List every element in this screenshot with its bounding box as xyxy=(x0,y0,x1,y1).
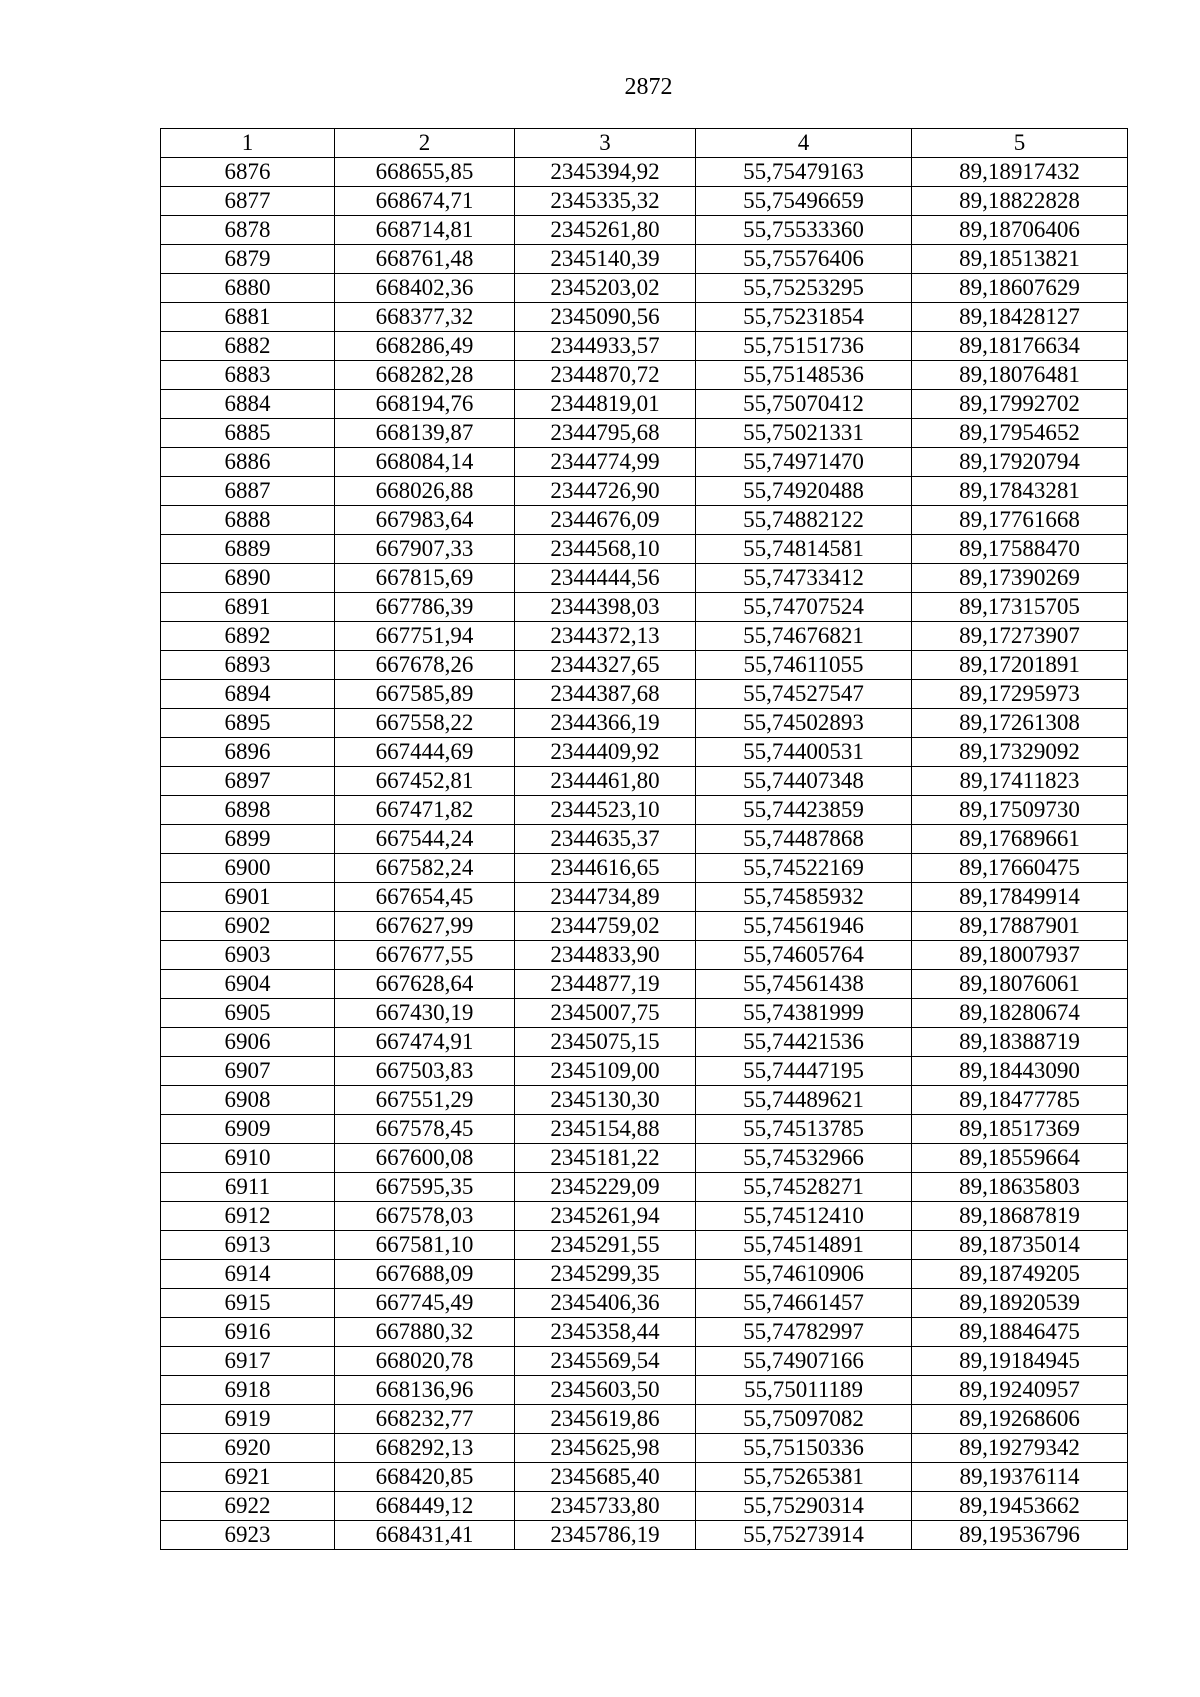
point-number-cell: 6917 xyxy=(161,1347,335,1376)
point-number-cell: 6893 xyxy=(161,651,335,680)
point-number-cell: 6910 xyxy=(161,1144,335,1173)
y-coordinate-cell: 2345786,19 xyxy=(515,1521,696,1550)
x-coordinate-cell: 667578,45 xyxy=(335,1115,515,1144)
table-row xyxy=(161,680,1128,709)
y-coordinate-cell: 2344616,65 xyxy=(515,854,696,883)
x-coordinate-cell: 667677,55 xyxy=(335,941,515,970)
table-row xyxy=(161,1521,1128,1550)
longitude-cell: 89,18517369 xyxy=(912,1115,1128,1144)
x-coordinate-cell: 668761,48 xyxy=(335,245,515,274)
point-number-cell: 6894 xyxy=(161,680,335,709)
y-coordinate-cell: 2344759,02 xyxy=(515,912,696,941)
table-row xyxy=(161,1289,1128,1318)
y-coordinate-cell: 2344833,90 xyxy=(515,941,696,970)
y-coordinate-cell: 2345299,35 xyxy=(515,1260,696,1289)
latitude-cell: 55,74513785 xyxy=(696,1115,912,1144)
table-row xyxy=(161,1347,1128,1376)
latitude-cell: 55,74814581 xyxy=(696,535,912,564)
longitude-cell: 89,17660475 xyxy=(912,854,1128,883)
x-coordinate-cell: 667745,49 xyxy=(335,1289,515,1318)
table-row xyxy=(161,535,1128,564)
y-coordinate-cell: 2344734,89 xyxy=(515,883,696,912)
table-row xyxy=(161,1057,1128,1086)
longitude-cell: 89,19536796 xyxy=(912,1521,1128,1550)
point-number-cell: 6906 xyxy=(161,1028,335,1057)
point-number-cell: 6897 xyxy=(161,767,335,796)
longitude-cell: 89,18477785 xyxy=(912,1086,1128,1115)
x-coordinate-cell: 667430,19 xyxy=(335,999,515,1028)
latitude-cell: 55,74487868 xyxy=(696,825,912,854)
longitude-cell: 89,18559664 xyxy=(912,1144,1128,1173)
point-number-cell: 6908 xyxy=(161,1086,335,1115)
table-row xyxy=(161,303,1128,332)
table-row xyxy=(161,1086,1128,1115)
latitude-cell: 55,75231854 xyxy=(696,303,912,332)
table-row xyxy=(161,738,1128,767)
x-coordinate-cell: 668449,12 xyxy=(335,1492,515,1521)
point-number-cell: 6900 xyxy=(161,854,335,883)
longitude-cell: 89,18176634 xyxy=(912,332,1128,361)
latitude-cell: 55,75151736 xyxy=(696,332,912,361)
table-row xyxy=(161,970,1128,999)
y-coordinate-cell: 2344877,19 xyxy=(515,970,696,999)
longitude-cell: 89,17954652 xyxy=(912,419,1128,448)
latitude-cell: 55,75290314 xyxy=(696,1492,912,1521)
longitude-cell: 89,17849914 xyxy=(912,883,1128,912)
table-row xyxy=(161,245,1128,274)
longitude-cell: 89,18428127 xyxy=(912,303,1128,332)
latitude-cell: 55,74882122 xyxy=(696,506,912,535)
longitude-cell: 89,19279342 xyxy=(912,1434,1128,1463)
table-row xyxy=(161,564,1128,593)
table-row xyxy=(161,1202,1128,1231)
page-number: 2872 xyxy=(624,74,673,100)
y-coordinate-cell: 2345130,30 xyxy=(515,1086,696,1115)
x-coordinate-cell: 667582,24 xyxy=(335,854,515,883)
longitude-cell: 89,18443090 xyxy=(912,1057,1128,1086)
x-coordinate-cell: 667474,91 xyxy=(335,1028,515,1057)
y-coordinate-cell: 2345358,44 xyxy=(515,1318,696,1347)
y-coordinate-cell: 2344387,68 xyxy=(515,680,696,709)
x-coordinate-cell: 667444,69 xyxy=(335,738,515,767)
longitude-cell: 89,18687819 xyxy=(912,1202,1128,1231)
y-coordinate-cell: 2344366,19 xyxy=(515,709,696,738)
table-row xyxy=(161,158,1128,187)
x-coordinate-cell: 668286,49 xyxy=(335,332,515,361)
table-row xyxy=(161,1231,1128,1260)
table-row xyxy=(161,593,1128,622)
x-coordinate-cell: 668026,88 xyxy=(335,477,515,506)
table-body xyxy=(161,158,1128,1550)
longitude-cell: 89,18920539 xyxy=(912,1289,1128,1318)
longitude-cell: 89,17273907 xyxy=(912,622,1128,651)
longitude-cell: 89,19268606 xyxy=(912,1405,1128,1434)
y-coordinate-cell: 2345619,86 xyxy=(515,1405,696,1434)
table-row xyxy=(161,1260,1128,1289)
longitude-cell: 89,18846475 xyxy=(912,1318,1128,1347)
y-coordinate-cell: 2345261,94 xyxy=(515,1202,696,1231)
y-coordinate-cell: 2344676,09 xyxy=(515,506,696,535)
header-row xyxy=(161,129,1128,158)
x-coordinate-cell: 667628,64 xyxy=(335,970,515,999)
point-number-cell: 6892 xyxy=(161,622,335,651)
point-number-cell: 6905 xyxy=(161,999,335,1028)
table-row xyxy=(161,1376,1128,1405)
column-header-2: 2 xyxy=(335,129,515,158)
latitude-cell: 55,75148536 xyxy=(696,361,912,390)
latitude-cell: 55,75533360 xyxy=(696,216,912,245)
table-row xyxy=(161,332,1128,361)
point-number-cell: 6887 xyxy=(161,477,335,506)
latitude-cell: 55,75479163 xyxy=(696,158,912,187)
longitude-cell: 89,18917432 xyxy=(912,158,1128,187)
point-number-cell: 6898 xyxy=(161,796,335,825)
point-number-cell: 6895 xyxy=(161,709,335,738)
longitude-cell: 89,18706406 xyxy=(912,216,1128,245)
x-coordinate-cell: 668232,77 xyxy=(335,1405,515,1434)
table-row xyxy=(161,854,1128,883)
y-coordinate-cell: 2344461,80 xyxy=(515,767,696,796)
y-coordinate-cell: 2344819,01 xyxy=(515,390,696,419)
latitude-cell: 55,74561946 xyxy=(696,912,912,941)
x-coordinate-cell: 667880,32 xyxy=(335,1318,515,1347)
latitude-cell: 55,75070412 xyxy=(696,390,912,419)
x-coordinate-cell: 667544,24 xyxy=(335,825,515,854)
latitude-cell: 55,74532966 xyxy=(696,1144,912,1173)
x-coordinate-cell: 667503,83 xyxy=(335,1057,515,1086)
point-number-cell: 6878 xyxy=(161,216,335,245)
x-coordinate-cell: 667678,26 xyxy=(335,651,515,680)
point-number-cell: 6877 xyxy=(161,187,335,216)
x-coordinate-cell: 667627,99 xyxy=(335,912,515,941)
y-coordinate-cell: 2345335,32 xyxy=(515,187,696,216)
table-row xyxy=(161,1173,1128,1202)
y-coordinate-cell: 2345181,22 xyxy=(515,1144,696,1173)
longitude-cell: 89,19376114 xyxy=(912,1463,1128,1492)
point-number-cell: 6890 xyxy=(161,564,335,593)
point-number-cell: 6876 xyxy=(161,158,335,187)
latitude-cell: 55,74611055 xyxy=(696,651,912,680)
table-row xyxy=(161,651,1128,680)
y-coordinate-cell: 2345394,92 xyxy=(515,158,696,187)
y-coordinate-cell: 2344933,57 xyxy=(515,332,696,361)
y-coordinate-cell: 2345140,39 xyxy=(515,245,696,274)
point-number-cell: 6920 xyxy=(161,1434,335,1463)
point-number-cell: 6880 xyxy=(161,274,335,303)
x-coordinate-cell: 667471,82 xyxy=(335,796,515,825)
longitude-cell: 89,18076061 xyxy=(912,970,1128,999)
latitude-cell: 55,74920488 xyxy=(696,477,912,506)
y-coordinate-cell: 2345229,09 xyxy=(515,1173,696,1202)
point-number-cell: 6883 xyxy=(161,361,335,390)
longitude-cell: 89,18822828 xyxy=(912,187,1128,216)
latitude-cell: 55,74502893 xyxy=(696,709,912,738)
x-coordinate-cell: 668194,76 xyxy=(335,390,515,419)
longitude-cell: 89,18749205 xyxy=(912,1260,1128,1289)
x-coordinate-cell: 668655,85 xyxy=(335,158,515,187)
table-row xyxy=(161,1492,1128,1521)
longitude-cell: 89,17201891 xyxy=(912,651,1128,680)
latitude-cell: 55,74907166 xyxy=(696,1347,912,1376)
point-number-cell: 6911 xyxy=(161,1173,335,1202)
table-row xyxy=(161,274,1128,303)
longitude-cell: 89,19240957 xyxy=(912,1376,1128,1405)
table-row xyxy=(161,999,1128,1028)
x-coordinate-cell: 668292,13 xyxy=(335,1434,515,1463)
table-header xyxy=(161,129,1128,158)
y-coordinate-cell: 2345154,88 xyxy=(515,1115,696,1144)
y-coordinate-cell: 2345569,54 xyxy=(515,1347,696,1376)
table-row xyxy=(161,1463,1128,1492)
y-coordinate-cell: 2345733,80 xyxy=(515,1492,696,1521)
column-header-3: 3 xyxy=(515,129,696,158)
longitude-cell: 89,17295973 xyxy=(912,680,1128,709)
y-coordinate-cell: 2344409,92 xyxy=(515,738,696,767)
column-header-5: 5 xyxy=(912,129,1128,158)
x-coordinate-cell: 668282,28 xyxy=(335,361,515,390)
table-row xyxy=(161,390,1128,419)
point-number-cell: 6882 xyxy=(161,332,335,361)
longitude-cell: 89,17390269 xyxy=(912,564,1128,593)
table-row xyxy=(161,506,1128,535)
point-number-cell: 6915 xyxy=(161,1289,335,1318)
x-coordinate-cell: 667815,69 xyxy=(335,564,515,593)
latitude-cell: 55,74407348 xyxy=(696,767,912,796)
x-coordinate-cell: 668420,85 xyxy=(335,1463,515,1492)
point-number-cell: 6907 xyxy=(161,1057,335,1086)
latitude-cell: 55,74971470 xyxy=(696,448,912,477)
point-number-cell: 6913 xyxy=(161,1231,335,1260)
y-coordinate-cell: 2344444,56 xyxy=(515,564,696,593)
longitude-cell: 89,18513821 xyxy=(912,245,1128,274)
longitude-cell: 89,18007937 xyxy=(912,941,1128,970)
latitude-cell: 55,74447195 xyxy=(696,1057,912,1086)
point-number-cell: 6918 xyxy=(161,1376,335,1405)
point-number-cell: 6881 xyxy=(161,303,335,332)
point-number-cell: 6884 xyxy=(161,390,335,419)
table-row xyxy=(161,825,1128,854)
y-coordinate-cell: 2345261,80 xyxy=(515,216,696,245)
y-coordinate-cell: 2344726,90 xyxy=(515,477,696,506)
latitude-cell: 55,74400531 xyxy=(696,738,912,767)
latitude-cell: 55,74528271 xyxy=(696,1173,912,1202)
point-number-cell: 6896 xyxy=(161,738,335,767)
point-number-cell: 6901 xyxy=(161,883,335,912)
point-number-cell: 6914 xyxy=(161,1260,335,1289)
y-coordinate-cell: 2345625,98 xyxy=(515,1434,696,1463)
table-row xyxy=(161,1434,1128,1463)
latitude-cell: 55,75150336 xyxy=(696,1434,912,1463)
table-row xyxy=(161,709,1128,738)
latitude-cell: 55,75253295 xyxy=(696,274,912,303)
latitude-cell: 55,74514891 xyxy=(696,1231,912,1260)
longitude-cell: 89,17588470 xyxy=(912,535,1128,564)
coordinates-table xyxy=(160,128,1128,1550)
point-number-cell: 6904 xyxy=(161,970,335,999)
table-row xyxy=(161,187,1128,216)
latitude-cell: 55,74522169 xyxy=(696,854,912,883)
latitude-cell: 55,74512410 xyxy=(696,1202,912,1231)
y-coordinate-cell: 2344372,13 xyxy=(515,622,696,651)
table-row xyxy=(161,1028,1128,1057)
longitude-cell: 89,17315705 xyxy=(912,593,1128,622)
x-coordinate-cell: 667688,09 xyxy=(335,1260,515,1289)
point-number-cell: 6919 xyxy=(161,1405,335,1434)
latitude-cell: 55,74381999 xyxy=(696,999,912,1028)
table-row xyxy=(161,419,1128,448)
table-row xyxy=(161,216,1128,245)
x-coordinate-cell: 668084,14 xyxy=(335,448,515,477)
x-coordinate-cell: 668431,41 xyxy=(335,1521,515,1550)
longitude-cell: 89,18280674 xyxy=(912,999,1128,1028)
point-number-cell: 6912 xyxy=(161,1202,335,1231)
x-coordinate-cell: 667581,10 xyxy=(335,1231,515,1260)
x-coordinate-cell: 667751,94 xyxy=(335,622,515,651)
longitude-cell: 89,18388719 xyxy=(912,1028,1128,1057)
longitude-cell: 89,18635803 xyxy=(912,1173,1128,1202)
longitude-cell: 89,17261308 xyxy=(912,709,1128,738)
point-number-cell: 6921 xyxy=(161,1463,335,1492)
latitude-cell: 55,74661457 xyxy=(696,1289,912,1318)
longitude-cell: 89,17411823 xyxy=(912,767,1128,796)
latitude-cell: 55,75576406 xyxy=(696,245,912,274)
y-coordinate-cell: 2344870,72 xyxy=(515,361,696,390)
x-coordinate-cell: 667786,39 xyxy=(335,593,515,622)
x-coordinate-cell: 667595,35 xyxy=(335,1173,515,1202)
y-coordinate-cell: 2345685,40 xyxy=(515,1463,696,1492)
x-coordinate-cell: 667585,89 xyxy=(335,680,515,709)
x-coordinate-cell: 668136,96 xyxy=(335,1376,515,1405)
latitude-cell: 55,74489621 xyxy=(696,1086,912,1115)
longitude-cell: 89,17509730 xyxy=(912,796,1128,825)
latitude-cell: 55,74421536 xyxy=(696,1028,912,1057)
latitude-cell: 55,74585932 xyxy=(696,883,912,912)
y-coordinate-cell: 2344523,10 xyxy=(515,796,696,825)
table-row xyxy=(161,1144,1128,1173)
y-coordinate-cell: 2345291,55 xyxy=(515,1231,696,1260)
longitude-cell: 89,17843281 xyxy=(912,477,1128,506)
table-row xyxy=(161,767,1128,796)
point-number-cell: 6879 xyxy=(161,245,335,274)
latitude-cell: 55,74605764 xyxy=(696,941,912,970)
longitude-cell: 89,19453662 xyxy=(912,1492,1128,1521)
longitude-cell: 89,18076481 xyxy=(912,361,1128,390)
x-coordinate-cell: 667600,08 xyxy=(335,1144,515,1173)
longitude-cell: 89,17887901 xyxy=(912,912,1128,941)
longitude-cell: 89,19184945 xyxy=(912,1347,1128,1376)
y-coordinate-cell: 2345090,56 xyxy=(515,303,696,332)
latitude-cell: 55,74676821 xyxy=(696,622,912,651)
y-coordinate-cell: 2345603,50 xyxy=(515,1376,696,1405)
longitude-cell: 89,17992702 xyxy=(912,390,1128,419)
y-coordinate-cell: 2344635,37 xyxy=(515,825,696,854)
table-row xyxy=(161,796,1128,825)
x-coordinate-cell: 668674,71 xyxy=(335,187,515,216)
point-number-cell: 6903 xyxy=(161,941,335,970)
y-coordinate-cell: 2344327,65 xyxy=(515,651,696,680)
point-number-cell: 6923 xyxy=(161,1521,335,1550)
x-coordinate-cell: 668402,36 xyxy=(335,274,515,303)
y-coordinate-cell: 2345203,02 xyxy=(515,274,696,303)
point-number-cell: 6909 xyxy=(161,1115,335,1144)
x-coordinate-cell: 667558,22 xyxy=(335,709,515,738)
latitude-cell: 55,74423859 xyxy=(696,796,912,825)
latitude-cell: 55,74561438 xyxy=(696,970,912,999)
x-coordinate-cell: 668020,78 xyxy=(335,1347,515,1376)
x-coordinate-cell: 667578,03 xyxy=(335,1202,515,1231)
y-coordinate-cell: 2344774,99 xyxy=(515,448,696,477)
point-number-cell: 6902 xyxy=(161,912,335,941)
table-row xyxy=(161,1405,1128,1434)
x-coordinate-cell: 667983,64 xyxy=(335,506,515,535)
point-number-cell: 6891 xyxy=(161,593,335,622)
x-coordinate-cell: 667907,33 xyxy=(335,535,515,564)
longitude-cell: 89,17689661 xyxy=(912,825,1128,854)
latitude-cell: 55,75265381 xyxy=(696,1463,912,1492)
table-row xyxy=(161,883,1128,912)
point-number-cell: 6899 xyxy=(161,825,335,854)
latitude-cell: 55,75097082 xyxy=(696,1405,912,1434)
y-coordinate-cell: 2345406,36 xyxy=(515,1289,696,1318)
latitude-cell: 55,74782997 xyxy=(696,1318,912,1347)
x-coordinate-cell: 667551,29 xyxy=(335,1086,515,1115)
table-row xyxy=(161,912,1128,941)
longitude-cell: 89,17920794 xyxy=(912,448,1128,477)
latitude-cell: 55,74527547 xyxy=(696,680,912,709)
table-row xyxy=(161,448,1128,477)
y-coordinate-cell: 2345075,15 xyxy=(515,1028,696,1057)
latitude-cell: 55,75496659 xyxy=(696,187,912,216)
table-row xyxy=(161,477,1128,506)
latitude-cell: 55,75273914 xyxy=(696,1521,912,1550)
x-coordinate-cell: 667654,45 xyxy=(335,883,515,912)
column-header-4: 4 xyxy=(696,129,912,158)
longitude-cell: 89,17761668 xyxy=(912,506,1128,535)
table-row xyxy=(161,622,1128,651)
point-number-cell: 6886 xyxy=(161,448,335,477)
latitude-cell: 55,74610906 xyxy=(696,1260,912,1289)
latitude-cell: 55,74707524 xyxy=(696,593,912,622)
point-number-cell: 6885 xyxy=(161,419,335,448)
y-coordinate-cell: 2345109,00 xyxy=(515,1057,696,1086)
table-row xyxy=(161,361,1128,390)
table-row xyxy=(161,1115,1128,1144)
latitude-cell: 55,75021331 xyxy=(696,419,912,448)
y-coordinate-cell: 2344795,68 xyxy=(515,419,696,448)
y-coordinate-cell: 2345007,75 xyxy=(515,999,696,1028)
point-number-cell: 6916 xyxy=(161,1318,335,1347)
latitude-cell: 55,75011189 xyxy=(696,1376,912,1405)
table-row xyxy=(161,941,1128,970)
point-number-cell: 6888 xyxy=(161,506,335,535)
column-header-1: 1 xyxy=(161,129,335,158)
point-number-cell: 6889 xyxy=(161,535,335,564)
longitude-cell: 89,18735014 xyxy=(912,1231,1128,1260)
latitude-cell: 55,74733412 xyxy=(696,564,912,593)
x-coordinate-cell: 668139,87 xyxy=(335,419,515,448)
table-row xyxy=(161,1318,1128,1347)
point-number-cell: 6922 xyxy=(161,1492,335,1521)
x-coordinate-cell: 668714,81 xyxy=(335,216,515,245)
y-coordinate-cell: 2344568,10 xyxy=(515,535,696,564)
y-coordinate-cell: 2344398,03 xyxy=(515,593,696,622)
x-coordinate-cell: 667452,81 xyxy=(335,767,515,796)
longitude-cell: 89,17329092 xyxy=(912,738,1128,767)
longitude-cell: 89,18607629 xyxy=(912,274,1128,303)
x-coordinate-cell: 668377,32 xyxy=(335,303,515,332)
